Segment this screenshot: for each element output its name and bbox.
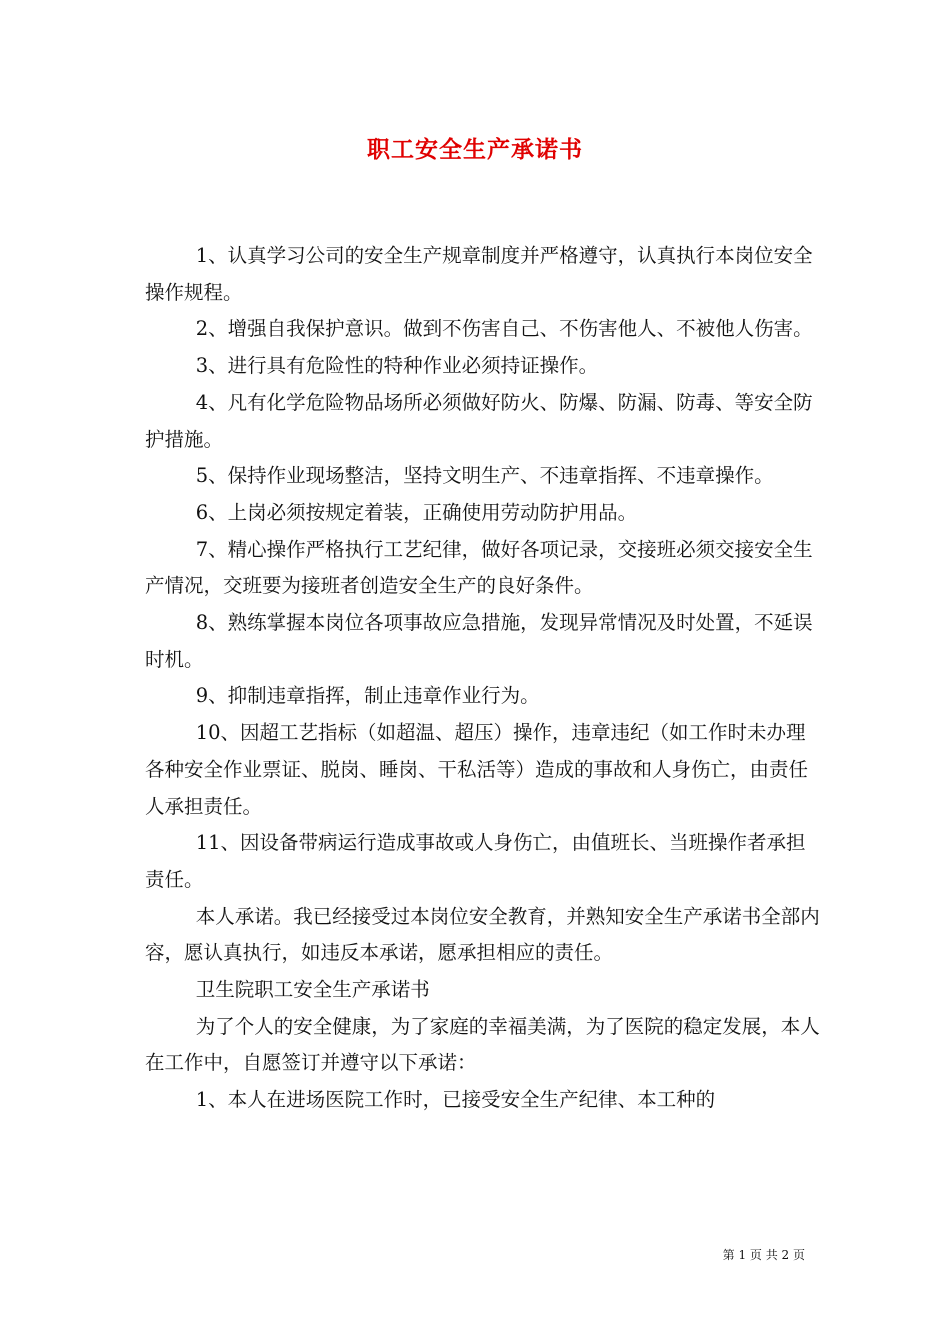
paragraph-10: 10、因超工艺指标（如超温、超压）操作，违章违纪（如工作时未办理各种安全作业票证、脱岗、睡岗、干私活等）造成的事故和人身伤亡，由责任人承担责任。 (145, 721, 809, 818)
paragraph-3: 3、进行具有危险性的特种作业必须持证操作。 (195, 354, 599, 378)
paragraph-7: 7、精心操作严格执行工艺纪律，做好各项记录，交接班必须交接安全生产情况，交班要为接班者创造安全生产的良好条件。 (145, 537, 813, 598)
paragraph-5: 5、保持作业现场整洁，坚持文明生产、不违章指挥、不违章操作。 (195, 464, 774, 488)
paragraph-6: 6、上岗必须按规定着装，正确使用劳动防护用品。 (195, 500, 638, 524)
document-title: 职工安全生产承诺书 (367, 136, 583, 163)
paragraph-1: 1、认真学习公司的安全生产规章制度并严格遵守，认真执行本岗位安全操作规程。 (145, 244, 813, 304)
intro-paragraph: 为了个人的安全健康，为了家庭的幸福美满，为了医院的稳定发展，本人在工作中，自愿签订并遵守以下承诺： (145, 1014, 820, 1075)
paragraph-9: 9、抑制违章指挥，制止违章作业行为。 (195, 684, 540, 708)
paragraph-4: 4、凡有化学危险物品场所必须做好防火、防爆、防漏、防毒、等安全防护措施。 (145, 390, 813, 451)
paragraph-11: 11、因设备带病运行造成事故或人身伤亡，由值班长、当班操作者承担责任。 (145, 831, 806, 891)
document-body (145, 238, 820, 1119)
paragraph-2: 2、增强自我保护意识。做到不伤害自己、不伤害他人、不被他人伤害。 (195, 317, 813, 341)
page-footer: 第 1 页 共 2 页 (722, 1248, 805, 1262)
paragraph-8: 8、熟练掌握本岗位各项事故应急措施，发现异常情况及时处置，不延误时机。 (145, 611, 813, 671)
section-subtitle: 卫生院职工安全生产承诺书 (195, 978, 430, 1002)
paragraph-continued: 1、本人在进场医院工作时，已接受安全生产纪律、本工种的 (195, 1088, 716, 1112)
commitment-statement: 本人承诺。我已经接受过本岗位安全教育，并熟知安全生产承诺书全部内容，愿认真执行，如违反本承诺，愿承担相应的责任。 (145, 904, 820, 965)
